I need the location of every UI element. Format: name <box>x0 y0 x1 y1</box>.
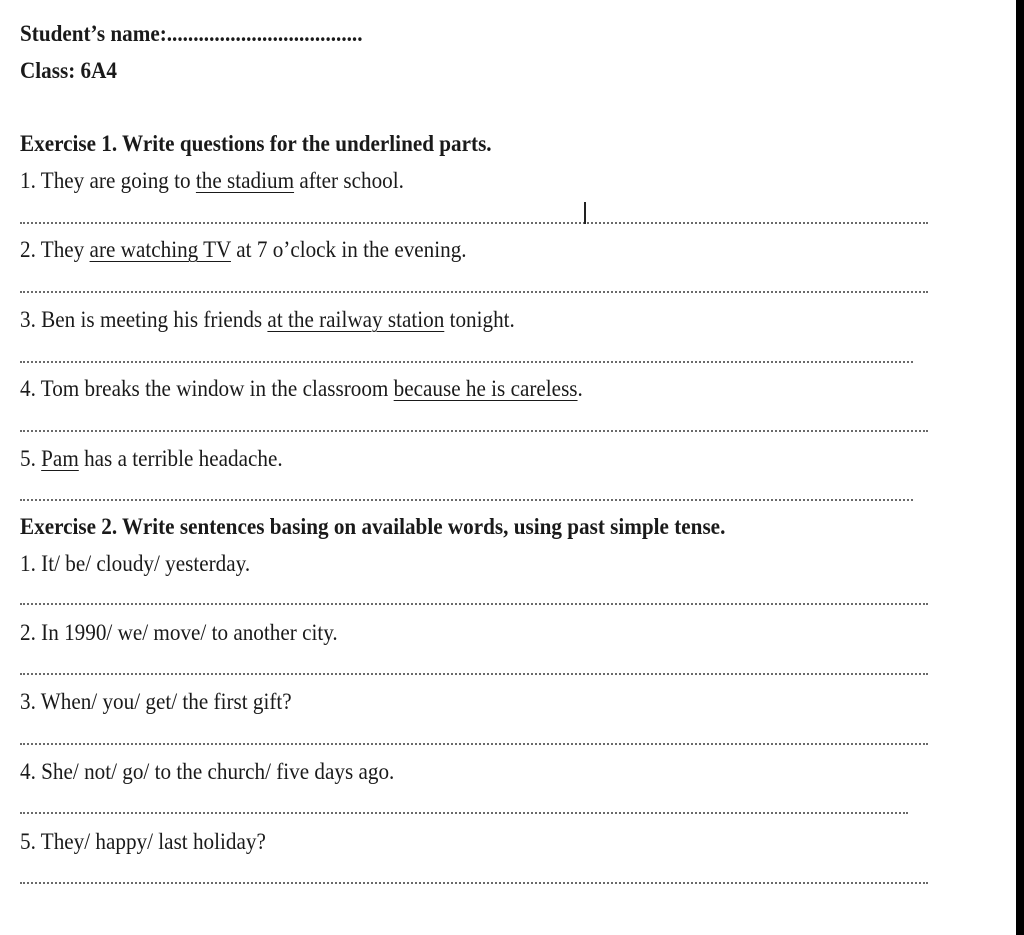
exercise-1-item-3 <box>20 306 515 334</box>
answer-line[interactable] <box>20 812 908 814</box>
answer-line[interactable] <box>20 291 928 293</box>
exercise-2-item-3: 3. When/ you/ get/ the first gift? <box>20 689 292 714</box>
class-label: Class: 6A4 <box>20 58 117 83</box>
answer-line[interactable] <box>20 499 913 501</box>
right-edge-bar <box>1016 0 1024 935</box>
worksheet-page <box>20 0 980 935</box>
exercise-1-item-5 <box>20 445 283 473</box>
exercise-2-item-1: 1. It/ be/ cloudy/ yesterday. <box>20 551 251 576</box>
answer-line[interactable] <box>20 430 928 432</box>
exercise-2-item-2: 2. In 1990/ we/ move/ to another city. <box>20 620 338 645</box>
exercise-2-item-5: 5. They/ happy/ last holiday? <box>20 829 266 854</box>
exercise-1-item-1 <box>20 167 404 195</box>
exercise-1-item-2 <box>20 236 467 264</box>
item-text: 4. Tom breaks the window in the classroom <box>20 376 394 401</box>
item-text: . <box>577 376 583 401</box>
exercise-1-item-4 <box>20 375 583 403</box>
text-cursor <box>584 202 586 224</box>
item-text: 2. They <box>20 237 90 262</box>
student-name-line <box>20 20 362 48</box>
answer-line[interactable] <box>20 603 928 605</box>
underlined-part: at the railway station <box>267 307 445 332</box>
underlined-part: the stadium <box>195 168 295 193</box>
answer-line[interactable] <box>20 361 913 363</box>
underlined-part: are watching TV <box>89 237 231 262</box>
item-text: 5. <box>20 446 42 471</box>
underlined-part: Pam <box>41 446 79 471</box>
answer-line[interactable] <box>20 882 928 884</box>
exercise-2-item-4: 4. She/ not/ go/ to the church/ five days ago. <box>20 759 395 784</box>
student-name-label: Student’s name: <box>20 21 167 46</box>
answer-line[interactable] <box>20 743 928 745</box>
item-text: tonight. <box>444 307 515 332</box>
exercise-2-title: Exercise 2. Write sentences basing on available words, using past simple tense. <box>20 514 726 539</box>
item-text: 1. They are going to <box>20 168 196 193</box>
item-text: at 7 o’clock in the evening. <box>230 237 467 262</box>
student-name-blank[interactable]: ..................................... <box>166 21 363 46</box>
item-text: 3. Ben is meeting his friends <box>20 307 268 332</box>
item-text: has a terrible headache. <box>78 446 283 471</box>
answer-line[interactable] <box>20 673 928 675</box>
exercise-1-title: Exercise 1. Write questions for the underlined parts. <box>20 131 492 156</box>
item-text: after school. <box>294 168 404 193</box>
underlined-part: because he is careless <box>393 376 578 401</box>
answer-line[interactable] <box>20 222 928 224</box>
